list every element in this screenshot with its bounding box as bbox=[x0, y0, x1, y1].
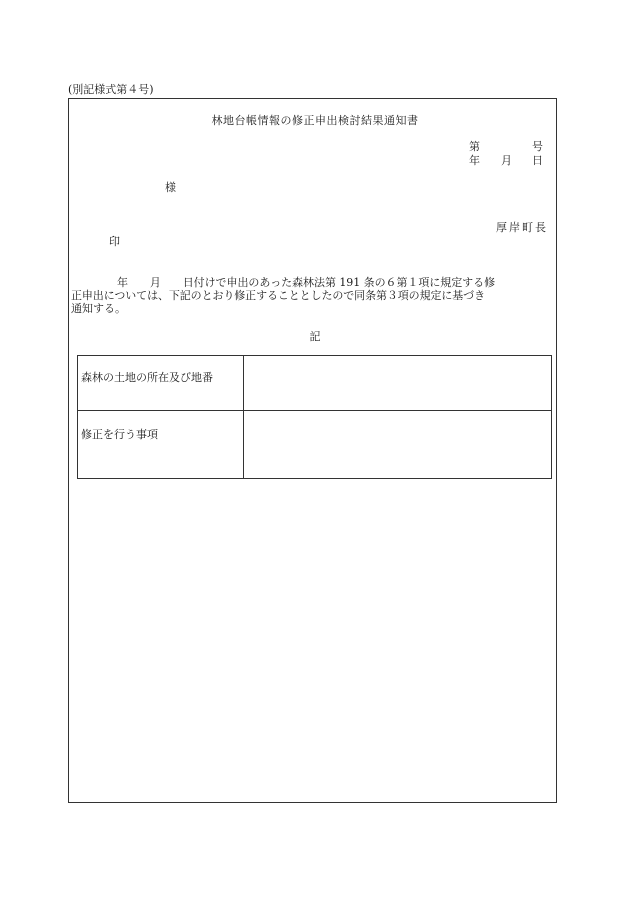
table-row bbox=[78, 411, 552, 479]
date-year: 年 bbox=[469, 154, 480, 167]
row-value-cell bbox=[244, 356, 552, 411]
table-row bbox=[78, 356, 552, 411]
number-prefix: 第 bbox=[469, 140, 480, 153]
addressee-honorific: 様 bbox=[165, 181, 176, 194]
row-label-cell bbox=[78, 411, 244, 479]
notice-body bbox=[71, 276, 557, 315]
notice-body-line: 正申出については、下記のとおり修正することとしたので同条第３項の規定に基づき bbox=[71, 289, 485, 302]
date-month: 月 bbox=[501, 154, 512, 167]
notice-body-line: 通知する。 bbox=[71, 302, 126, 315]
row-label: 森林の土地の所在及び地番 bbox=[81, 371, 213, 384]
date-day: 日 bbox=[532, 154, 543, 167]
seal-mark: 印 bbox=[109, 235, 120, 248]
notice-body-line: 年 月 日付けで申出のあった森林法第 191 条の６第１項に規定する修 bbox=[117, 276, 496, 289]
row-label: 修正を行う事項 bbox=[81, 428, 158, 441]
form-number-label: (別記様式第４号) bbox=[68, 83, 154, 96]
issuer-name: 厚岸町長 bbox=[496, 221, 548, 234]
document-title: 林地台帳情報の修正申出検討結果通知書 bbox=[211, 114, 419, 127]
number-suffix: 号 bbox=[532, 140, 543, 153]
row-value-cell bbox=[244, 411, 552, 479]
detail-table bbox=[77, 355, 552, 479]
ki-heading: 記 bbox=[309, 330, 321, 343]
row-label-cell bbox=[78, 356, 244, 411]
